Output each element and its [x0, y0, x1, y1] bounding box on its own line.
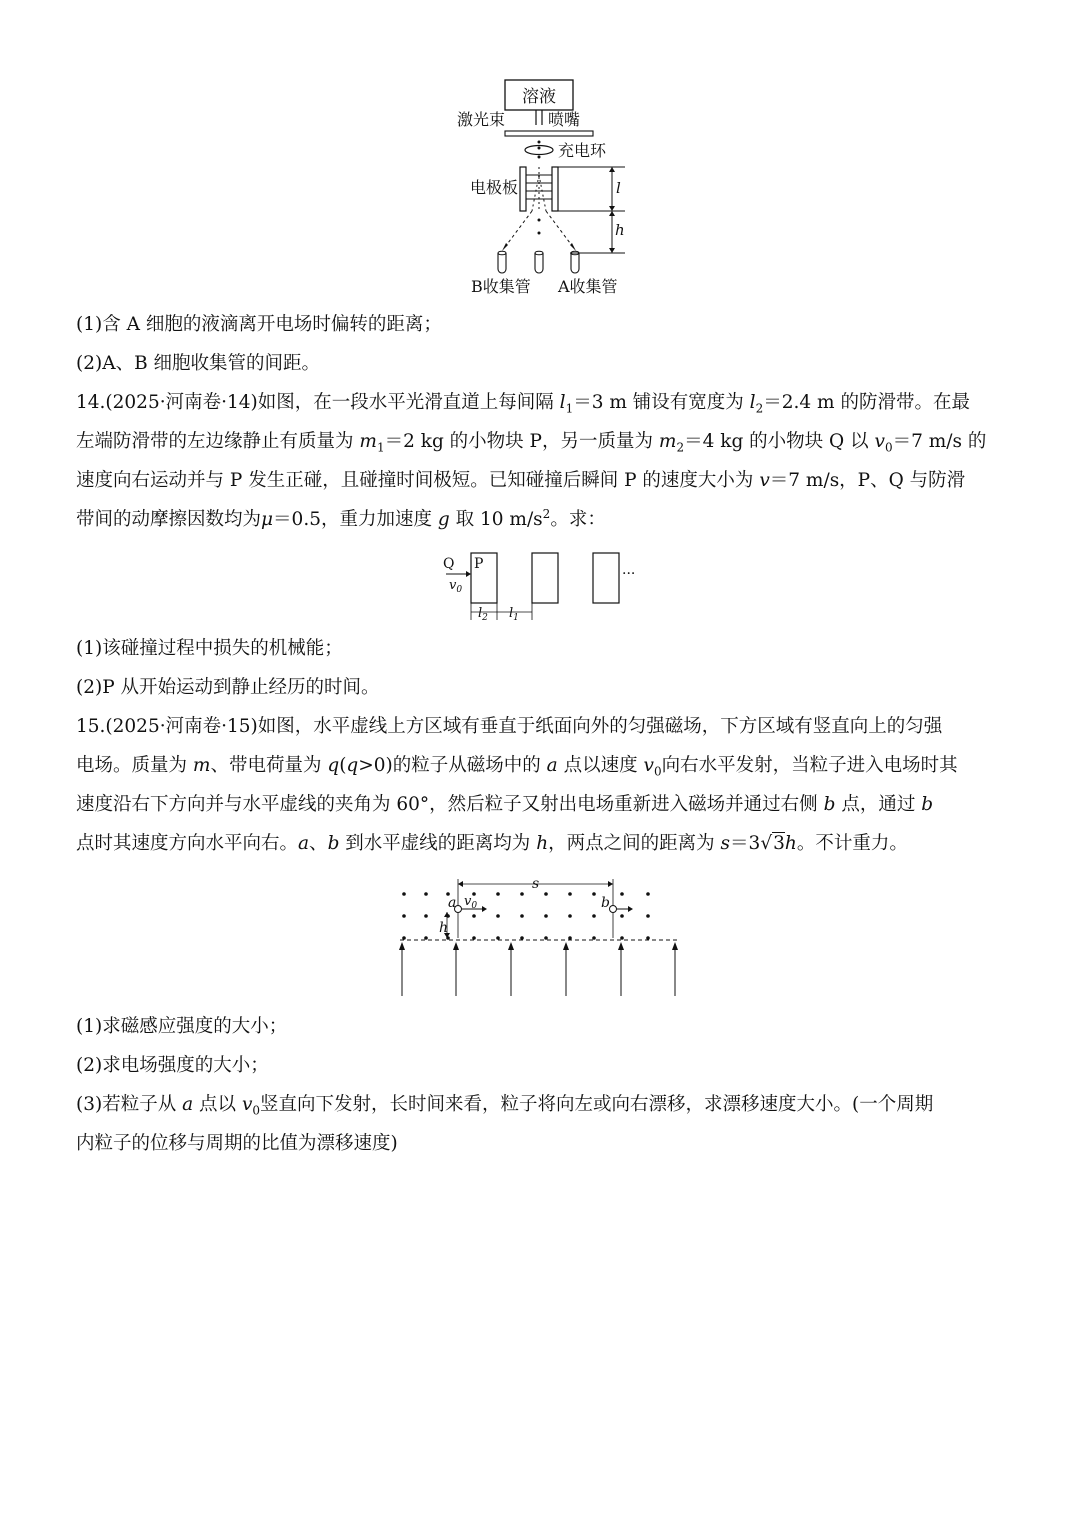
field-dot	[544, 936, 548, 940]
electrode-left	[520, 167, 526, 211]
plate-label: 电极板	[470, 178, 519, 197]
field-dot	[646, 892, 650, 896]
tube-a	[571, 251, 579, 273]
q14-line1: 14.(2025·河南卷·14)如图，在一段水平光滑直道上每间隔 $l_1=3$ m 铺设有宽度为 $l_2=2.4$ m 的防滑带。在最	[76, 392, 970, 416]
tube-b	[498, 251, 506, 273]
field-dot	[568, 892, 572, 896]
field-dot	[520, 936, 524, 940]
field-dot	[424, 936, 428, 940]
q-label: Q	[443, 556, 455, 572]
svg-text:l1: $l_1$	[509, 606, 519, 623]
field-dot	[472, 892, 476, 896]
q15-sub3-line1: (3)若粒子从 a 点以 $v_0$竖直向下发射，长时间来看，粒子将向左或向右漂移，求漂移速度大小。(一个周期	[76, 1094, 934, 1118]
electrode-right	[552, 167, 558, 211]
field-dot	[592, 892, 596, 896]
electric-field-arrows	[399, 942, 678, 996]
q15-sub1: (1)求磁感应强度的大小；	[76, 1016, 288, 1037]
field-dot	[496, 936, 500, 940]
q14-line2: 左端防滑带的左边缘静止有质量为 $m_1=2$ kg 的小物块 P，另一质量为 $m_2=4$ kg 的小物块 Q 以 $v_0=7$ m/s 的	[76, 431, 987, 455]
field-dot	[544, 914, 548, 918]
h-label: h	[615, 221, 625, 239]
field-dot	[620, 892, 624, 896]
field-dot	[592, 936, 596, 940]
field-dot	[646, 936, 650, 940]
q14-line4: 带间的动摩擦因数均为μ＝0.5，重力加速度 g 取 10 $m/s^2$。求：	[76, 506, 606, 530]
q15-sub2: (2)求电场强度的大小；	[76, 1055, 269, 1076]
svg-text:v0: $v_0$	[464, 894, 478, 911]
field-dot	[472, 914, 476, 918]
q15-line4: 点时其速度方向水平向右。a、b 到水平虚线的距离均为 h，两点之间的距离为 s＝3√3h。不计重力。	[76, 833, 908, 854]
field-arrowhead	[618, 942, 624, 950]
field-arrowhead	[563, 942, 569, 950]
ellipsis: ···	[622, 566, 636, 582]
field-dot	[424, 914, 428, 918]
solution-label: 溶液	[522, 87, 556, 107]
q13-sub2: (2)A、B 细胞收集管的间距。	[76, 353, 321, 374]
q15-sub3-line2: 内粒子的位移与周期的比值为漂移速度)	[76, 1133, 398, 1154]
field-dot	[568, 936, 572, 940]
ring-label: 充电环	[558, 141, 607, 160]
field-dot	[402, 892, 406, 896]
laser-beam	[505, 131, 593, 136]
laser-label: 激光束	[457, 110, 506, 129]
field-dot	[496, 914, 500, 918]
q14-sub2: (2)P 从开始运动到静止经历的时间。	[76, 677, 380, 698]
tube-b-label: B收集管	[471, 277, 531, 296]
q15-line1: 15.(2025·河南卷·15)如图，水平虚线上方区域有垂直于纸面向外的匀强磁场，下方区域有竖直向上的匀强	[76, 716, 943, 737]
field-dot	[568, 914, 572, 918]
field-dot	[592, 914, 596, 918]
field-arrowhead	[508, 942, 514, 950]
strip-3	[593, 553, 619, 603]
field-arrowhead	[399, 942, 405, 950]
tube-middle	[535, 251, 543, 273]
strip-2	[532, 553, 558, 603]
q15-line2: 电场。质量为 m、带电荷量为 q(q>0)的粒子从磁场中的 a 点以速度 $v_0$向右水平发射，当粒子进入电场时其	[76, 755, 958, 779]
figure-antislip-strips	[436, 548, 656, 623]
field-dot	[472, 936, 476, 940]
field-dot	[424, 892, 428, 896]
field-dot	[646, 914, 650, 918]
field-arrowhead	[453, 942, 459, 950]
q14-line3: 速度向右运动并与 P 发生正碰，且碰撞时间极短。已知碰撞后瞬间 P 的速度大小为 v＝7 m/s，P、Q 与防滑	[76, 470, 966, 491]
field-dot	[402, 914, 406, 918]
svg-text:l2: $l_2$	[478, 606, 488, 623]
field-dot	[620, 936, 624, 940]
figure-fields	[390, 874, 690, 999]
field-dot	[520, 914, 524, 918]
svg-text:a: a	[448, 895, 457, 911]
field-dot	[544, 892, 548, 896]
svg-text:b: b	[601, 895, 610, 911]
svg-text:h: h	[439, 920, 449, 936]
figure-cell-sorter	[440, 75, 650, 300]
field-dot	[496, 892, 500, 896]
svg-text:v0: $v_0$	[449, 578, 463, 595]
field-dot	[520, 892, 524, 896]
field-dot	[402, 936, 406, 940]
q14-sub1: (1)该碰撞过程中损失的机械能；	[76, 638, 343, 659]
p-label: P	[474, 556, 484, 572]
q13-sub1: (1)含 A 细胞的液滴离开电场时偏转的距离；	[76, 314, 442, 335]
field-dot	[620, 914, 624, 918]
l-label: l	[616, 179, 621, 197]
tube-a-label: A收集管	[558, 277, 618, 296]
q15-line3: 速度沿右下方向并与水平虚线的夹角为 60°，然后粒子又射出电场重新进入磁场并通过右侧 b 点，通过 b	[76, 794, 934, 815]
nozzle-label: 喷嘴	[548, 110, 581, 129]
field-arrowhead	[672, 942, 678, 950]
point-b	[610, 906, 617, 913]
s-label: s	[532, 876, 540, 892]
